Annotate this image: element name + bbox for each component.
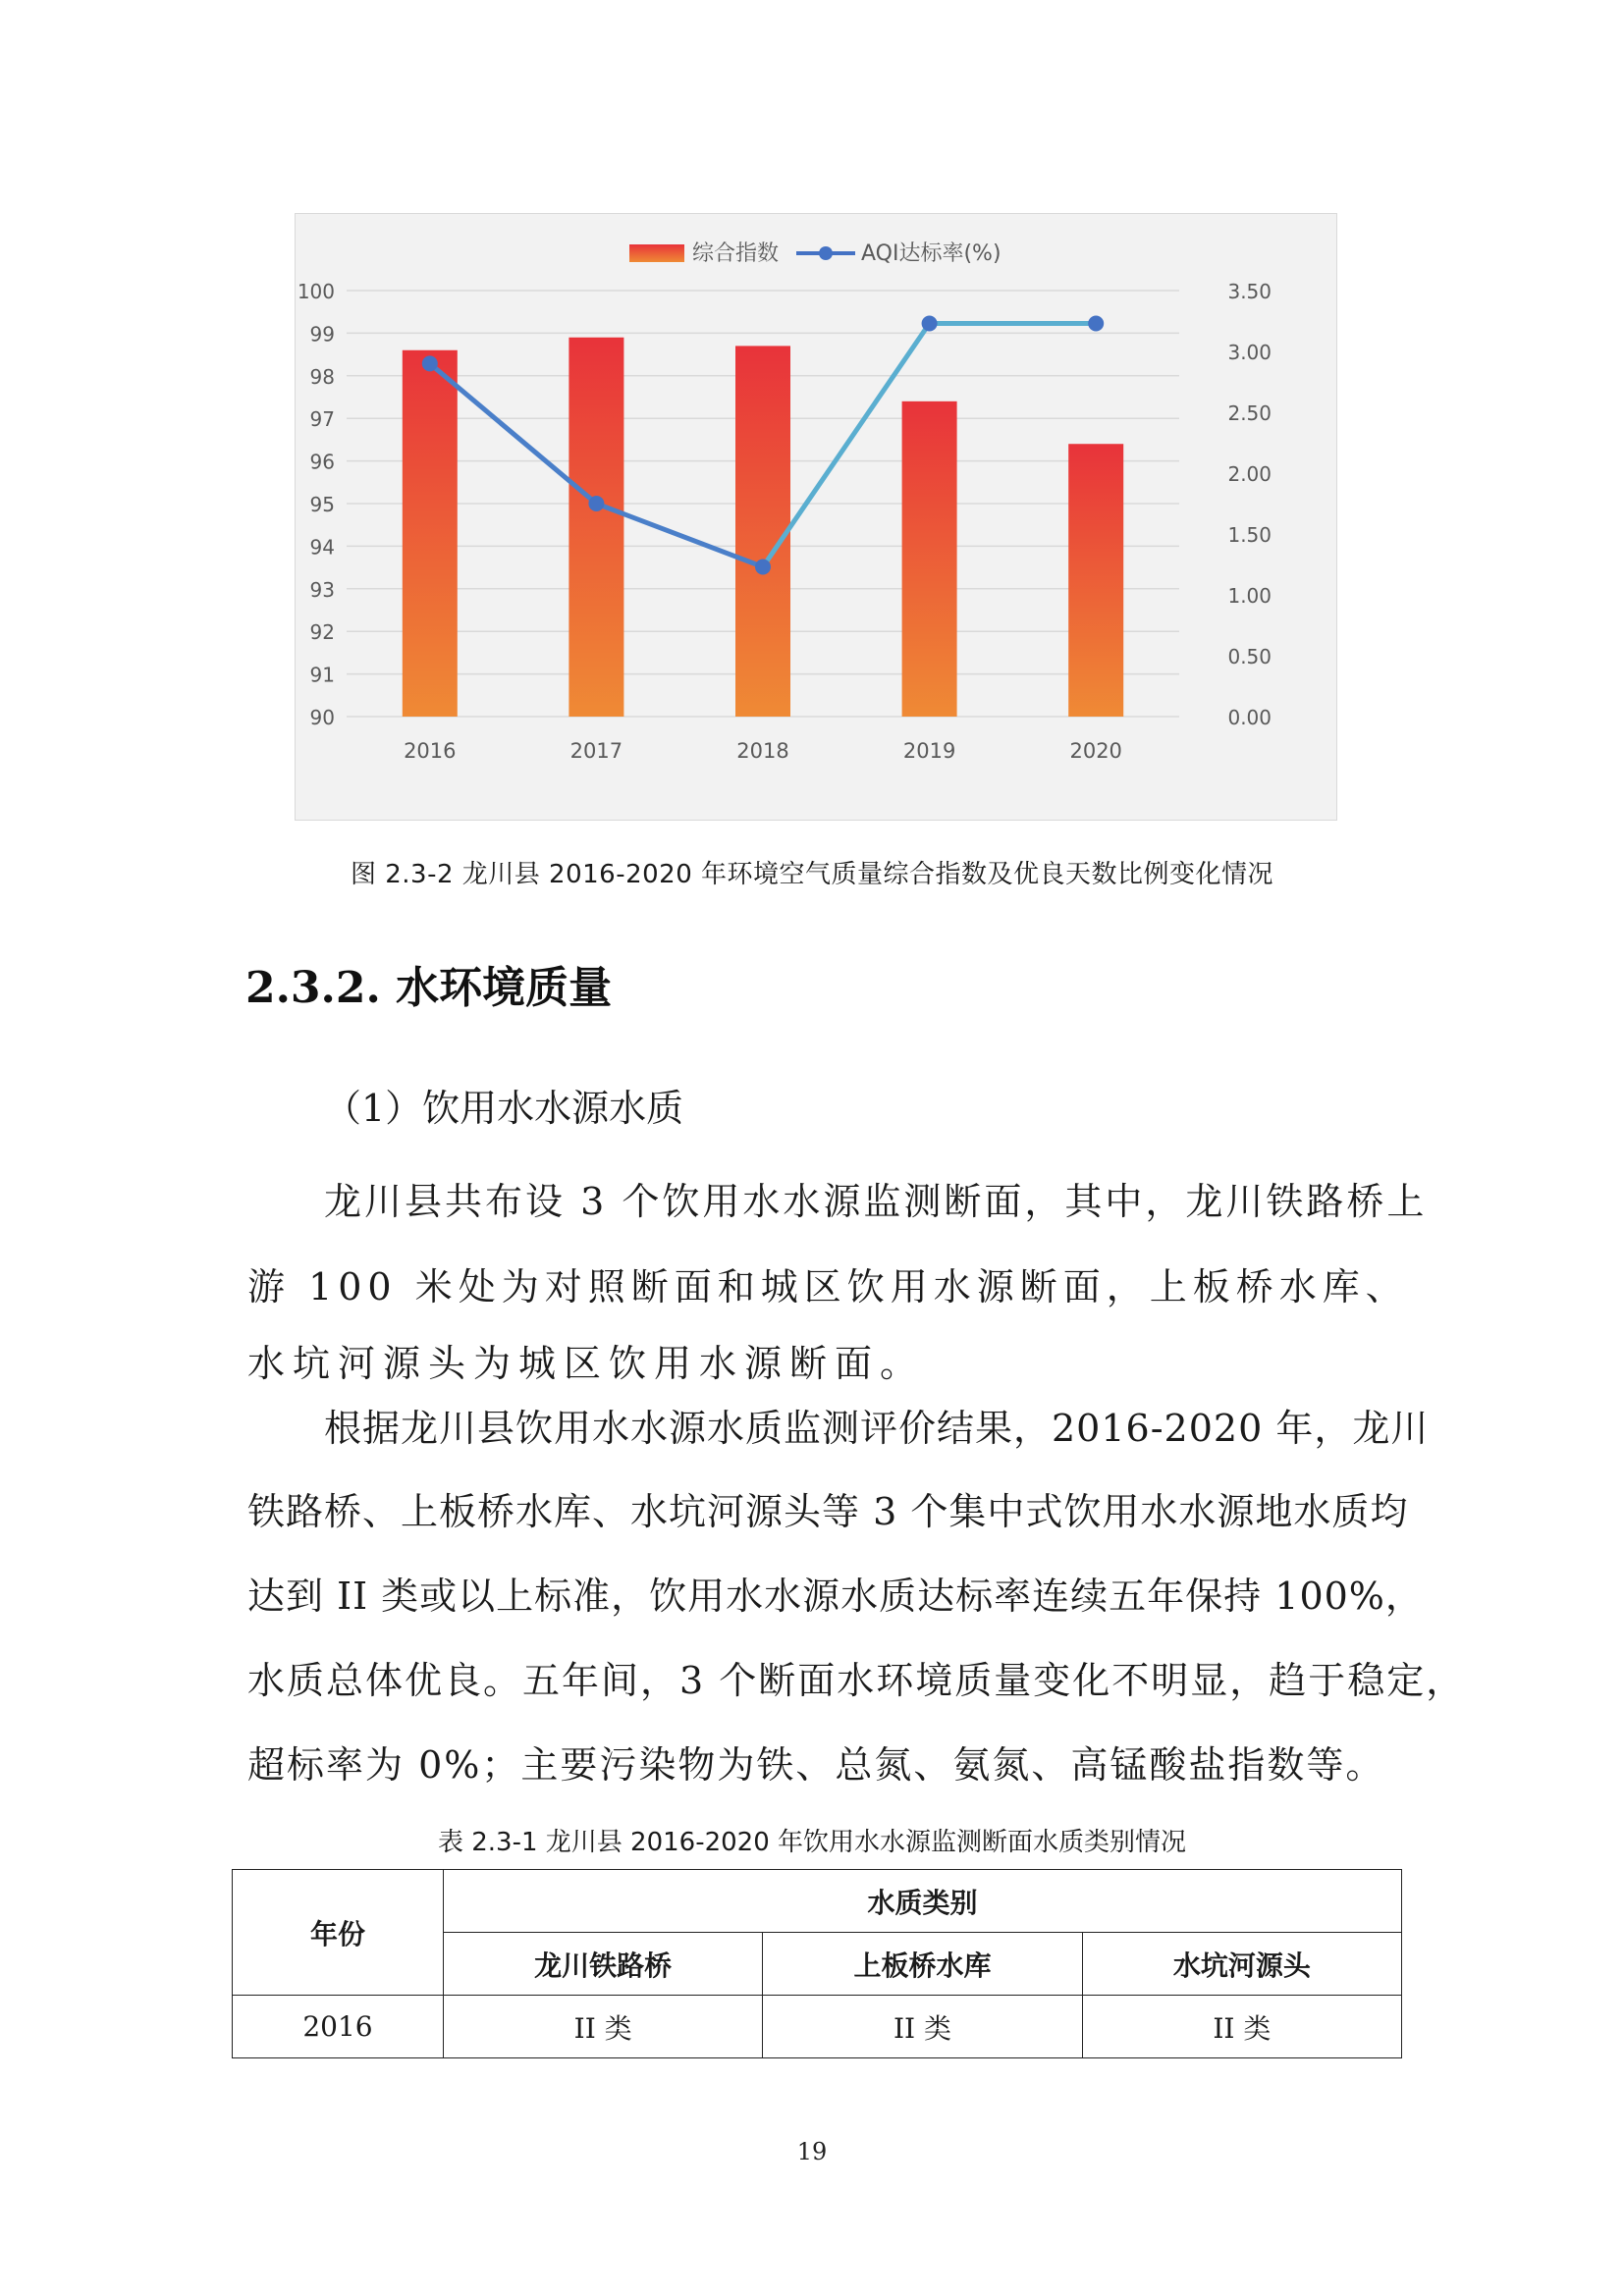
- y-left-tick-label: 93: [309, 577, 335, 602]
- paragraph-2-line-5: 超标率为 0%；主要污染物为铁、总氮、氨氮、高锰酸盐指数等。: [247, 1743, 1385, 1787]
- paragraph-1-line-1: 龙川县共布设 3 个饮用水水源监测断面，其中，龙川铁路桥上: [324, 1180, 1428, 1223]
- y-left-tick-label: 94: [309, 535, 335, 560]
- figure-caption: 图 2.3-2 龙川县 2016-2020 年环境空气质量综合指数及优良天数比例变化情况: [350, 860, 1274, 889]
- line-point-2017: [588, 496, 604, 511]
- header-water-class: 水质类别: [444, 1870, 1402, 1933]
- y-right-tick-label: 0.00: [1227, 706, 1272, 729]
- bar-2018: [735, 346, 790, 717]
- y-left-tick-label: 91: [309, 663, 335, 687]
- chart-legend: [629, 241, 1001, 266]
- subsection-title: （1）饮用水水源水质: [324, 1087, 684, 1130]
- y-right-tick-label: 1.50: [1227, 523, 1272, 547]
- line-point-2019: [922, 315, 938, 331]
- paragraph-1-line-3: 水坑河源头为城区饮用水源断面。: [247, 1342, 926, 1385]
- paragraph-1-line-2: 游 100 米处为对照断面和城区饮用水源断面，上板桥水库、: [247, 1265, 1409, 1308]
- paragraph-2-line-1: 根据龙川县饮用水水源水质监测评价结果，2016-2020 年，龙川: [324, 1407, 1430, 1450]
- y-left-tick-label: 92: [309, 620, 335, 645]
- paragraph-2-line-3: 达到 II 类或以上标准，饮用水水源水质达标率连续五年保持 100%，: [247, 1575, 1424, 1618]
- header-site-2: 上板桥水库: [763, 1933, 1082, 1996]
- y-left-tick-label: 100: [297, 280, 335, 303]
- chart-canvas: [296, 214, 1338, 822]
- header-site-3: 水坑河源头: [1082, 1933, 1401, 1996]
- bar-2020: [1068, 444, 1123, 717]
- table-row: [233, 1996, 1402, 2058]
- y-right-tick-label: 3.50: [1227, 280, 1272, 303]
- y-right-tick-label: 2.50: [1227, 401, 1272, 425]
- y-left-tick-label: 90: [309, 706, 335, 729]
- legend-line-label: AQI达标率(%): [861, 241, 1001, 266]
- x-tick-label: 2018: [736, 739, 789, 763]
- header-site-1: 龙川铁路桥: [444, 1933, 763, 1996]
- y-left-tick-label: 97: [309, 407, 335, 432]
- y-left-tick-label: 96: [309, 450, 335, 474]
- cell-site-3: II 类: [1082, 1996, 1401, 2058]
- y-left-tick-label: 95: [309, 493, 335, 516]
- y-right-tick-label: 3.00: [1227, 341, 1272, 364]
- table-header-row: [233, 1870, 1402, 1933]
- paragraph-2-line-2: 铁路桥、上板桥水库、水坑河源头等 3 个集中式饮用水水源地水质均: [247, 1490, 1409, 1533]
- air-quality-chart: [295, 213, 1337, 821]
- x-tick-label: 2017: [569, 739, 623, 763]
- legend-line-marker: [819, 246, 833, 260]
- line-point-2018: [755, 559, 771, 574]
- table-caption: 表 2.3-1 龙川县 2016-2020 年饮用水水源监测断面水质类别情况: [437, 1828, 1187, 1857]
- bar-2016: [403, 350, 458, 717]
- bar-2019: [902, 401, 957, 717]
- y-right-tick-label: 2.00: [1227, 462, 1272, 486]
- x-tick-label: 2019: [902, 739, 956, 763]
- chart-bars: [403, 338, 1123, 717]
- y-left-tick-label: 98: [309, 364, 335, 389]
- legend-bar-swatch: [629, 244, 684, 262]
- page-number: 19: [796, 2138, 828, 2165]
- y-right-tick-label: 0.50: [1227, 645, 1272, 668]
- water-quality-table: [232, 1869, 1402, 2058]
- cell-year: 2016: [233, 1996, 444, 2058]
- legend-bar-label: 综合指数: [692, 241, 780, 266]
- line-point-2020: [1088, 315, 1104, 331]
- line-point-2016: [422, 355, 438, 371]
- x-tick-label: 2020: [1069, 739, 1122, 763]
- bar-2017: [568, 338, 623, 717]
- y-right-tick-label: 1.00: [1227, 584, 1272, 608]
- y-left-tick-label: 99: [309, 322, 335, 347]
- section-heading: 2.3.2. 水环境质量: [245, 963, 613, 1013]
- cell-site-2: II 类: [763, 1996, 1082, 2058]
- x-tick-label: 2016: [404, 739, 457, 763]
- cell-site-1: II 类: [444, 1996, 763, 2058]
- paragraph-2-line-4: 水质总体优良。五年间，3 个断面水环境质量变化不明显，趋于稳定，: [247, 1659, 1466, 1702]
- header-year: 年份: [233, 1870, 444, 1996]
